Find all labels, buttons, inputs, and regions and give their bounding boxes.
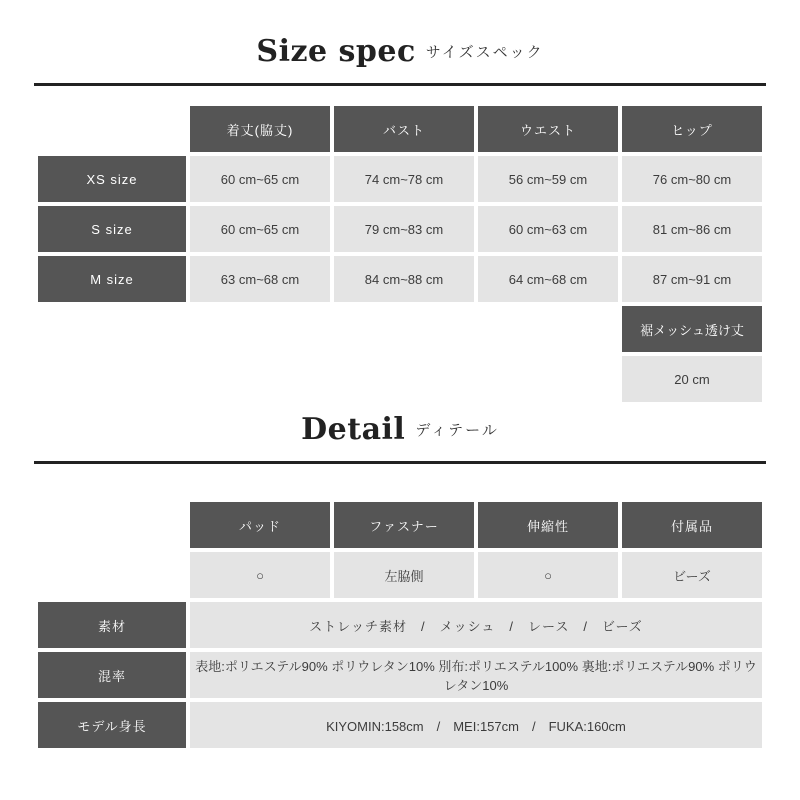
cell-xs-0: 60 cm~65 cm <box>190 156 330 202</box>
table-row <box>38 602 762 648</box>
cell-s-2: 60 cm~63 cm <box>478 206 618 252</box>
table-row <box>38 652 762 698</box>
size-spec-title-en: Size spec <box>256 34 416 69</box>
mesh-length-value: 20 cm <box>622 356 762 402</box>
detail-column-header-3: 付属品 <box>622 502 762 548</box>
spacer-cell <box>190 356 330 402</box>
column-header-2: ウエスト <box>478 106 618 152</box>
cell-m-0: 63 cm~68 cm <box>190 256 330 302</box>
detail-value-accessory: ビーズ <box>622 552 762 598</box>
column-header-0: 着丈(脇丈) <box>190 106 330 152</box>
corner-cell <box>38 106 186 152</box>
corner-cell <box>38 502 186 548</box>
cell-xs-1: 74 cm~78 cm <box>334 156 474 202</box>
column-header-1: バスト <box>334 106 474 152</box>
row-header-s: S size <box>38 206 186 252</box>
spacer-cell <box>478 306 618 352</box>
row-header-material: 素材 <box>38 602 186 648</box>
table-row <box>38 502 762 548</box>
spacer-cell <box>334 356 474 402</box>
cell-xs-2: 56 cm~59 cm <box>478 156 618 202</box>
detail-heading <box>0 406 800 447</box>
cell-m-2: 64 cm~68 cm <box>478 256 618 302</box>
table-row <box>38 256 762 302</box>
detail-table <box>34 498 766 752</box>
mesh-length-header: 裾メッシュ透け丈 <box>622 306 762 352</box>
cell-s-1: 79 cm~83 cm <box>334 206 474 252</box>
spacer-cell <box>38 306 186 352</box>
spacer-cell <box>478 356 618 402</box>
size-spec-heading <box>0 0 800 69</box>
detail-material-value: ストレッチ素材 / メッシュ / レース / ビーズ <box>190 602 762 648</box>
table-row <box>38 156 762 202</box>
size-spec-title-jp: サイズスペック <box>425 44 544 61</box>
size-spec-table <box>34 102 766 406</box>
detail-value-zipper: 左脇側 <box>334 552 474 598</box>
table-row <box>38 552 762 598</box>
row-header-xs: XS size <box>38 156 186 202</box>
column-header-3: ヒップ <box>622 106 762 152</box>
detail-value-stretch: ○ <box>478 552 618 598</box>
detail-column-header-0: パッド <box>190 502 330 548</box>
table-row <box>38 206 762 252</box>
detail-composition-value: 表地:ポリエステル90% ポリウレタン10% 別布:ポリエステル100% 裏地:ポリエステル90% ポリウレタン10% <box>190 652 762 698</box>
cell-s-3: 81 cm~86 cm <box>622 206 762 252</box>
detail-title-en: Detail <box>301 412 406 447</box>
table-row <box>38 702 762 748</box>
spacer-cell <box>38 356 186 402</box>
size-spec-divider <box>34 83 766 86</box>
cell-m-1: 84 cm~88 cm <box>334 256 474 302</box>
spacer-cell <box>190 306 330 352</box>
detail-column-header-1: ファスナー <box>334 502 474 548</box>
cell-m-3: 87 cm~91 cm <box>622 256 762 302</box>
row-header-model-height: モデル身長 <box>38 702 186 748</box>
detail-value-pad: ○ <box>190 552 330 598</box>
spacer-cell <box>334 306 474 352</box>
detail-model-height-value: KIYOMIN:158cm / MEI:157cm / FUKA:160cm <box>190 702 762 748</box>
cell-s-0: 60 cm~65 cm <box>190 206 330 252</box>
row-header-composition: 混率 <box>38 652 186 698</box>
detail-divider <box>34 461 766 464</box>
table-row <box>38 106 762 152</box>
table-row <box>38 356 762 402</box>
spacer-cell <box>38 552 186 598</box>
row-header-m: M size <box>38 256 186 302</box>
table-row <box>38 306 762 352</box>
detail-title-jp: ディテール <box>415 422 499 439</box>
cell-xs-3: 76 cm~80 cm <box>622 156 762 202</box>
detail-column-header-2: 伸縮性 <box>478 502 618 548</box>
